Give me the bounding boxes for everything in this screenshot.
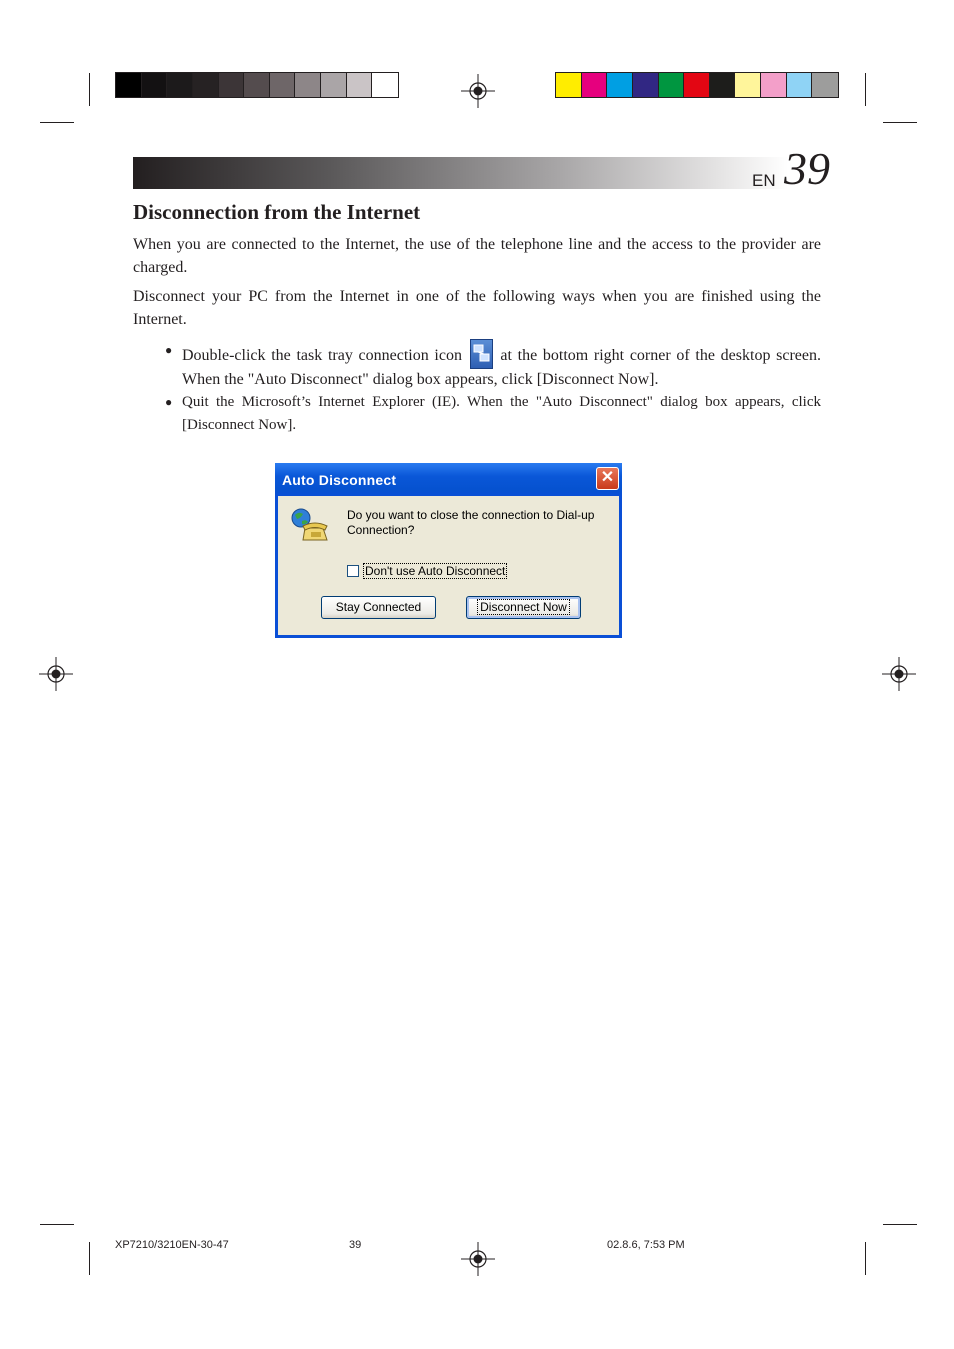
registration-mark bbox=[882, 657, 916, 691]
color-swatch bbox=[321, 73, 347, 97]
grayscale-bar bbox=[115, 72, 399, 98]
color-swatch bbox=[372, 73, 398, 97]
color-swatch bbox=[582, 73, 608, 97]
disconnect-now-button[interactable] bbox=[466, 596, 581, 619]
dialup-phone-icon bbox=[289, 506, 329, 546]
crop-mark bbox=[883, 122, 917, 123]
color-swatch bbox=[787, 73, 813, 97]
color-swatch bbox=[295, 73, 321, 97]
close-icon: ✕ bbox=[600, 469, 615, 486]
color-swatch bbox=[142, 73, 168, 97]
bullet-icon: ● bbox=[165, 395, 173, 409]
color-swatch bbox=[710, 73, 736, 97]
paragraph: Disconnect your PC from the Internet in one of the following ways when you are finished using the Internet. bbox=[133, 288, 821, 328]
crop-mark bbox=[40, 122, 74, 123]
color-swatch bbox=[270, 73, 296, 97]
auto-disconnect-checkbox-row[interactable] bbox=[347, 563, 507, 579]
header-band bbox=[133, 157, 788, 189]
registration-mark bbox=[39, 657, 73, 691]
color-swatch bbox=[219, 73, 245, 97]
section-title: Disconnection from the Internet bbox=[133, 200, 421, 224]
crop-mark bbox=[89, 73, 90, 106]
language-label: EN bbox=[752, 171, 776, 190]
footer-doc-code: XP7210/3210EN-30-47 bbox=[115, 1239, 229, 1251]
crop-mark bbox=[865, 1242, 866, 1275]
crop-mark bbox=[865, 73, 866, 106]
stay-connected-button[interactable] bbox=[321, 596, 436, 619]
bullet-text: Quit the Microsoft’s Internet Explorer (IE). When the "Auto Disconnect" dialog box appears, click [Disconnect Now]. bbox=[182, 394, 821, 433]
auto-disconnect-checkbox[interactable] bbox=[347, 565, 359, 577]
color-bar bbox=[555, 72, 839, 98]
color-swatch bbox=[116, 73, 142, 97]
color-swatch bbox=[659, 73, 685, 97]
color-swatch bbox=[633, 73, 659, 97]
paragraph: When you are connected to the Internet, the use of the telephone line and the access to the provider are charged. bbox=[133, 236, 821, 276]
bullet-text: at the bottom right corner of the desktop screen. When the "Auto Disconnect" dialog box appears, click [Disconnect Now]. bbox=[182, 347, 821, 388]
color-swatch bbox=[735, 73, 761, 97]
color-swatch bbox=[556, 73, 582, 97]
close-button[interactable] bbox=[596, 467, 619, 490]
registration-mark bbox=[461, 74, 495, 108]
footer-page: 39 bbox=[349, 1239, 362, 1251]
dialog-title: Auto Disconnect bbox=[282, 472, 397, 488]
button-label: Disconnect Now bbox=[477, 599, 570, 615]
color-swatch bbox=[607, 73, 633, 97]
color-swatch bbox=[244, 73, 270, 97]
crop-mark bbox=[40, 1224, 74, 1225]
page-number: 39 bbox=[784, 143, 830, 194]
connection-icon bbox=[470, 339, 493, 369]
color-swatch bbox=[812, 73, 838, 97]
color-swatch bbox=[684, 73, 710, 97]
crop-mark bbox=[883, 1224, 917, 1225]
bullet-text: Double-click the task tray connection icon bbox=[182, 347, 462, 364]
color-swatch bbox=[167, 73, 193, 97]
checkbox-label[interactable]: Don't use Auto Disconnect bbox=[365, 564, 506, 578]
dialog-titlebar[interactable] bbox=[275, 463, 622, 496]
button-label: Stay Connected bbox=[335, 600, 422, 614]
dialog-message: Do you want to close the connection to Dial-up Connection? bbox=[347, 508, 595, 537]
color-swatch bbox=[193, 73, 219, 97]
auto-disconnect-dialog bbox=[275, 463, 622, 638]
footer-timestamp: 02.8.6, 7:53 PM bbox=[607, 1239, 685, 1251]
registration-mark bbox=[461, 1242, 495, 1276]
color-swatch bbox=[761, 73, 787, 97]
bullet-icon: ● bbox=[165, 343, 173, 357]
color-swatch bbox=[347, 73, 373, 97]
crop-mark bbox=[89, 1242, 90, 1275]
